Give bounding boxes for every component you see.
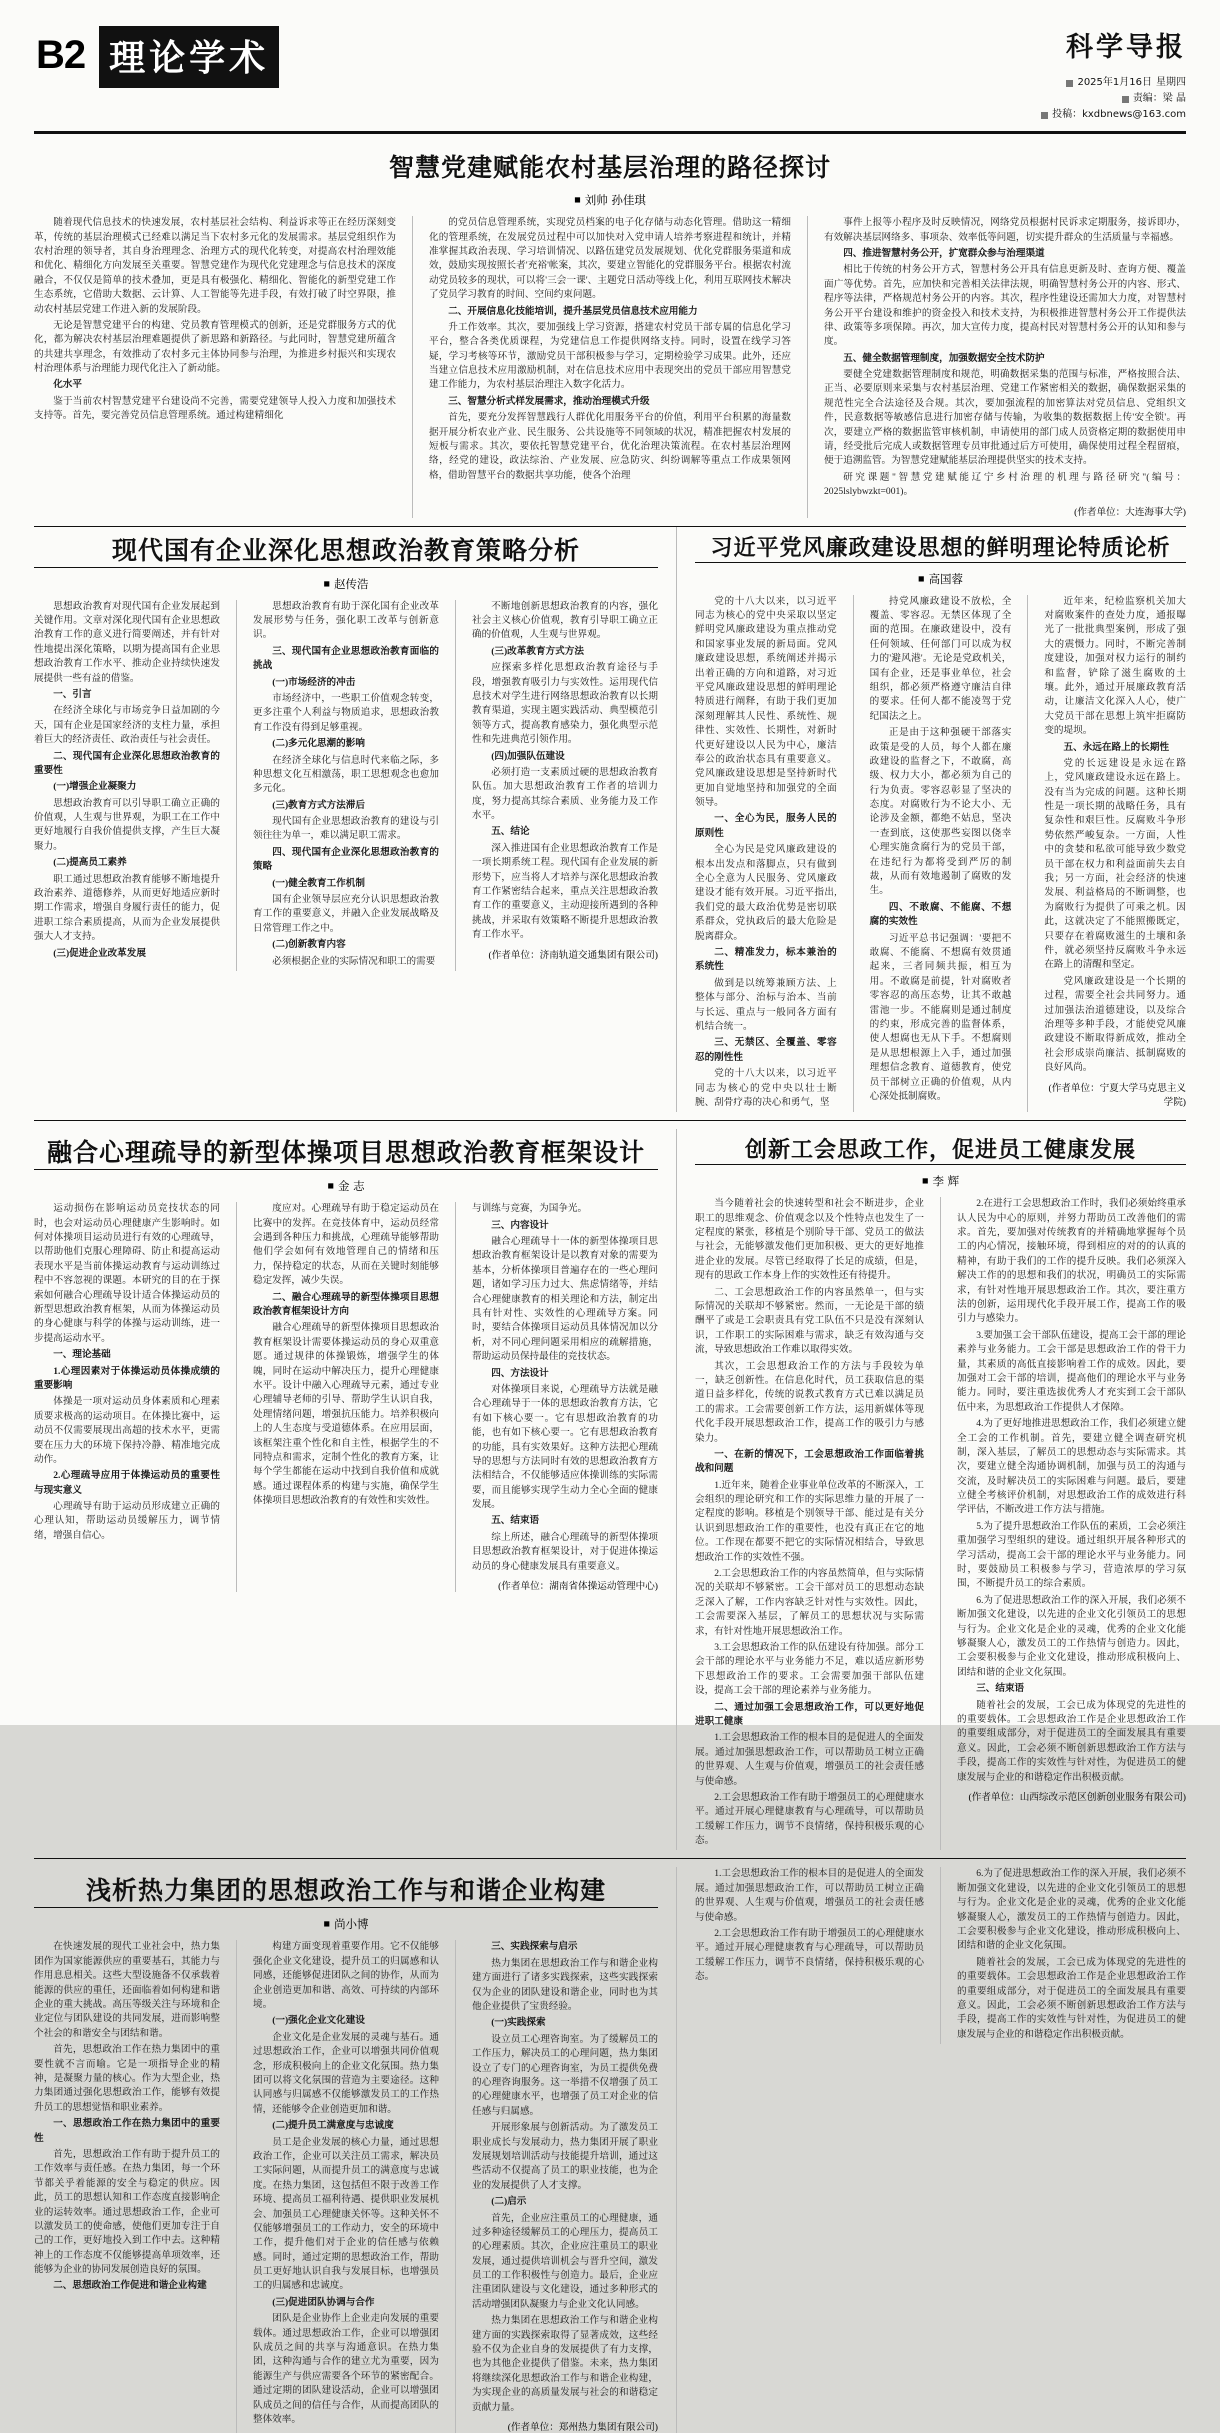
article1-byline: [34, 192, 1186, 208]
paragraph: 2.在进行工会思想政治工作时，我们必须始终重承认人民为中心的原则，并努力帮助员工改善他们的需求。首先，要加强对传统教育的并精确地掌握每个员工的内心情况，接触环境，得到相应的对的的认真的精神，有助于我们的工作的提升反映。我们必须深入解决工作的的思想和我们的状况，明确员工的实际需求，有针对性地开展思想政治工作。其次，要注重方法的创新，运用现代化手段开展工作，提高工作的吸引力与感染力。: [957, 1198, 1186, 1325]
article1-author: 刘帅 孙佳琪: [584, 193, 646, 208]
paragraph: 深入推进国有企业思想政治教育工作是一项长期系统工程。现代国有企业发展的新形势下，应当将人才培养与深化思想政治教育工作紧密结合起来，重点关注思想政治教育工作的重要意义，主动迎接所遇到的各种挑战，并采取有效策略不断提升思想政治教育工作水平。: [472, 842, 658, 941]
article2-byline: [34, 576, 658, 592]
subheading: 一、思想政治工作在热力集团中的重要性: [34, 2118, 220, 2144]
subheading: 四、方法设计: [491, 1367, 549, 1379]
article2-columns: [34, 600, 658, 971]
article4-signature: (作者单位：湖南省体操运动管理中心): [498, 1581, 658, 1593]
paragraph: 二、工会思想政治工作的内容虽然单一，但与实际情况的关联却不够紧密。然而，一无论是干部的绩酬平了或是工会职责具有党工队伍不只是没有深刻认识，工作职工的实际困难与需求，缺乏有效沟通与交流，导致思想政治工作难以取得实效。: [695, 1286, 924, 1356]
paper-name: 科学导报: [1066, 32, 1186, 63]
paragraph: 热力集团在思想政治工作与和谐企业构建方面进行了诸多实践探索，这些实践探索仅为企业的团队建设和谐企业，同时也为其他企业提供了宝贵经验。: [472, 1957, 658, 2013]
article4-byline: [34, 1178, 658, 1194]
paragraph: 6.为了促进思想政治工作的深入开展，我们必须不断加强文化建设，以先进的企业文化引领员工的思想与行为。企业文化是企业的灵魂，优秀的企业文化能够凝聚人心，激发员工的工作热情与创造力。因此，工会要积极参与企业文化建设，推动形成积极向上、团结和谐的企业文化氛围。: [957, 1594, 1186, 1678]
article-thermal-group: [34, 1867, 658, 2433]
article3-signature: (作者单位：宁夏大学马克思主义学院): [1048, 1082, 1187, 1108]
diamond-icon: ◼: [921, 1176, 929, 1186]
paragraph: 构建方面变现着重要作用。它不仅能够强化企业文化建设，提升员工的归属感和认同感，还能够促进团队之间的协作，从而为企业创造更加和谐、高效、可持续的内部环境。: [253, 1941, 439, 2011]
article5-signature: (作者单位：郑州热力集团有限公司): [507, 2421, 658, 2433]
paragraph: 开展形象展与创新活动。为了激发员工职业成长与发展动力，热力集团开展了职业发展规划培训活动与技能提升培训，通过这些活动不仅提高了员工的职业技能，也为企业的发展提供了人才支撑。: [472, 2122, 658, 2191]
article3-headline: 习近平党风廉政建设思想的鲜明理论特质论析: [695, 531, 1186, 563]
paragraph: 职工通过思想政治教育能够不断地提升政治素养、道德修养，从而更好地适应新时期工作需求，增强自身履行责任的能力，促进职工综合素质提高，从而为企业发展提供强大人才支持。: [34, 873, 220, 943]
paragraph: 鉴于当前农村智慧党建平台建设尚不完善，需要党建领导人投入力度和加强技术支持等。首先，要完善党员信息管理系统。通过构建精细化: [34, 395, 396, 422]
masthead-date-row: [1041, 75, 1186, 91]
paragraph: 思想政治教育有助于深化国有企业改革发展形势与任务，强化职工改革与创新意识。: [253, 600, 439, 641]
subheading: (三)促进团队协调与合作: [272, 2296, 375, 2308]
paragraph: 融合心理疏导十一体的新型体操项目思想政治教育框架设计是以教育对象的需要为基本，分析体操项目普遍存在的一些心理问题，诸如学习压力过大、焦虑情绪等，并结合心理健康教育的相关理论和方法，制定出具有针对性、实效性的心理疏导方案。同时，要结合体操项目运动员具体情况加以分析，对不同心理问题采用相应的疏解措施，帮助运动员保持最佳的竞技状态。: [472, 1236, 658, 1363]
paragraph: 相比于传统的村务公开方式，智慧村务公开具有信息更新及时、查询方便、覆盖面广等优势。首先，应加快和完善相关法律法规，明确智慧村务公开的内容、形式、程序等法律，严格规范村务公开的内容。其次，程序性建设还需加大力度，对智慧村务公开平台建设和维护的资金投入和技术支持，为积极推进智慧村务公开工作提供法律、政策等多项保障。再次，加大宣传力度，提高村民对智慧村务公开的认知和参与度。: [824, 264, 1186, 348]
subheading: 化水平: [53, 379, 82, 391]
paragraph: 员工是企业发展的核心力量，通过思想政治工作，企业可以关注员工需求，解决员工实际问题，从而提升员工的满意度与忠诚度。在热力集团，这包括但不限于改善工作环境、提高员工福利待遇、提供职业发展机会、加强员工心理健康关怀等。这种关怀不仅能够增强员工的工作动力，安全的环境中工作，提升他们对于企业的信任感与依赖感。同时，通过定期的思想政治工作，帮助员工更好地认识自我与发展目标，也增强员工的归属感和忠诚度。: [253, 2136, 439, 2292]
publish-weekday: 星期四: [1156, 77, 1186, 89]
article1-col1: [34, 216, 396, 517]
article4-col3: [455, 1202, 658, 1592]
subheading: (三)促进企业改革发展: [53, 947, 146, 959]
paragraph: 度应对。心理疏导有助于稳定运动员在比赛中的发挥。在竞技体育中，运动员经常会遇到各种压力和挑战，心理疏导能够帮助他们学会如何有效地管理自己的情绪和压力，保持稳定的状态，从而在关键时刻能够稳定发挥，减少失误。: [253, 1203, 439, 1287]
paragraph: 综上所述，融合心理疏导的新型体操项目思想政治教育框架设计，对于促进体操运动员的身心健康发展具有重要意义。: [472, 1531, 658, 1572]
paragraph: 2.工会思想政治工作的内容虽然简单，但与实际情况的关联却不够紧密。工会干部对员工的思想动态缺乏深入了解，工作内容缺乏针对性与实效性。因此，工会需要深入基层，了解员工的思想状况与实际需求，有针对性地开展思想政治工作。: [695, 1568, 924, 1637]
article1-columns: [34, 216, 1186, 517]
subheading: (一)健全教育工作机制: [272, 877, 365, 889]
subheading: 二、融合心理疏导的新型体操项目思想政治教育框架设计方向: [253, 1291, 439, 1318]
paragraph: 设立员工心理咨询室。为了缓解员工的工作压力，解决员工的心理问题，热力集团设立了专门的心理咨询室，为员工提供免费的心理咨询服务。这一举措不仅增强了员工的心理健康水平，也增强了员工对企业的信任感与归属感。: [472, 2033, 658, 2117]
diamond-icon: ◼: [323, 1919, 331, 1929]
paragraph: 党风廉政建设是一个长期的过程，需要全社会共同努力。通过加强法治道德建设，以及综合治理等多种手段，才能使党风廉政建设不断取得新成效，推动全社会形成崇尚廉洁、抵制腐败的良好风尚。: [1044, 975, 1187, 1074]
paragraph: 首先，思想政治工作在热力集团中的重要性就不言而喻。它是一项指导企业的精神，是凝聚力量的核心。作为大型企业，热力集团通过强化思想政治工作，能够有效提升员工的思想觉悟和职业素养。: [34, 2044, 220, 2113]
row-article2-article3: [34, 527, 1186, 1113]
subheading: 1.心理因素对于体操运动员体操成绩的重要影响: [34, 1365, 220, 1391]
paragraph: 升工作效率。其次，要加强线上学习资源，搭建农村党员干部专属的信息化学习平台，整合各类优质课程，为党建信息工作提供网络支持。同时，设置在线学习答疑，学习考核等环节，激励党员干部积极参与学习，定期检验学习成果。此外，还应当建立信息技术应用激励机制，对在信息技术应用中表现突出的党员干部应用智慧党建工作能力，为农村基层治理注入数字化活力。: [429, 321, 791, 391]
article4-headline: 融合心理疏导的新型体操项目思想政治教育框架设计: [34, 1133, 658, 1170]
paragraph: 市场经济中，一些职工价值观念转变，更多注重个人利益与物质追求，思想政治教育工作没有得到足够重视。: [253, 692, 439, 733]
paragraph: 必须打造一支素质过硬的思想政治教育队伍。加大思想政治教育工作者的培训力度，努力提高其综合素质、业务能力及工作水平。: [472, 766, 658, 822]
paragraph: 正是由于这种强硬干部落实政策是受的人员，每个人都在廉政建设的监督之下，不敢腐，高级、权力大小，都必须为自己的行为负责。零容忍彰显了坚决的态度。对腐败行为不论大小、无论涉及金额，都绝不姑息，坚决一查到底，这使那些妄图以侥幸心理实施贪腐行为的党员干部，在违纪行为都将受到严厉的制裁，从而有效地遏制了腐败的发生。: [869, 727, 1012, 897]
paragraph: 做到是以统筹兼顾方法、上整体与部分、治标与治本、当前与长远、重点与一般同各方面有机结合统一。: [695, 977, 837, 1032]
article3-col2: [853, 595, 1012, 1113]
diamond-icon: ◼: [323, 578, 331, 588]
article-smart-party-building: [34, 134, 1186, 526]
paragraph: 2.工会思想政治工作有助于增强员工的心理健康水平。通过开展心理健康教育与心理疏导，可以帮助员工缓解工作压力，调节不良情绪，保持积极乐观的心态。: [695, 1928, 924, 1983]
paragraph: 在经济全球化与市场竞争日益加剧的今天，国有企业是国家经济的支柱力量，承担着巨大的经济责任、政治责任与社会责任。: [34, 705, 220, 746]
paragraph: 事件上报等小程序及时反映情况，网络党员根据村民诉求定期服务，接诉即办，有效解决基层网络多、事项杂、效率低等问题，切实提升群众的生活质量与幸福感。: [824, 217, 1186, 243]
article2-signature: (作者单位：济南轨道交通集团有限公司): [488, 949, 658, 961]
article4-col2: [236, 1202, 439, 1592]
subheading: 五、健全数据管理制度，加强数据安全技术防护: [843, 352, 1045, 364]
subheading: (二)提升员工满意度与忠诚度: [272, 2120, 394, 2132]
funding-note: 研究课题"智慧党建赋能辽宁乡村治理的机理与路径研究"(编号：2025lslybwzkt=001)。: [824, 471, 1186, 498]
diamond-icon: ◼: [327, 1181, 334, 1191]
article2-col3: [455, 600, 658, 971]
article1-col2: [412, 216, 791, 517]
article5-col2: [236, 1940, 439, 2433]
subheading: 二、通过加强工会思想政治工作，可以更好地促进职工健康: [695, 1701, 924, 1727]
paragraph: 6.为了促进思想政治工作的深入开展，我们必须不断加强文化建设，以先进的企业文化引领员工的思想与行为。企业文化是企业的灵魂，优秀的企业文化能够凝聚人心，激发员工的工作热情与创造力。因此，工会要积极参与企业文化建设，推动形成积极向上、团结和谐的企业文化氛围。: [957, 1868, 1186, 1952]
masthead: [34, 26, 1186, 134]
paragraph: 运动损伤在影响运动员竞技状态的同时，也会对运动员心理健康产生影响时。如何对体操项目运动员进行有效的心理疏导，以帮助他们克服心理障碍、防止和提高运动表现水平是当前体操运动教育与运动训练过程中不容忽视的课题。本研究的目的在于探索如何融合心理疏导设计适合体操运动员的新型思想政治教育框架，从而为体操运动员的身心健康与科学的体操与运动训练，进一步提高运动水平。: [34, 1203, 220, 1344]
paragraph: 体操是一项对运动员身体素质和心理素质要求极高的运动项目。在体操比赛中，运动员不仅需要展现出高超的技术水平，更需要在压力大的环境下保持冷静、精准地完成动作。: [34, 1396, 220, 1465]
paragraph: 习近平总书记强调：'要把不敢腐、不能腐、不想腐有效贯通起来，三者同频共振，相互为用。不敢腐是前提，针对腐败者零容忍的高压态势，让其不敢越雷池一步。不能腐则是通过制度的约束，形成完善的监督体系，使人想腐也无从下手。不想腐则是从思想根源上入手，通过加强理想信念教育、道德教育，使党员干部树立正确的价值观，从内心深处抵制腐败。: [869, 932, 1012, 1102]
paragraph: 热力集团在思想政治工作与和谐企业构建方面的实践探索取得了显著成效，这些经验不仅为企业自身的发展提供了有力支撑，也为其他企业提供了借鉴。未来，热力集团将继续深化思想政治工作与和谐企业构建，为实现企业的高质量发展与社会的和谐稳定贡献力量。: [472, 2315, 658, 2413]
publish-date: 2025年1月16日: [1077, 77, 1152, 89]
subheading: (一)强化企业文化建设: [272, 2015, 365, 2027]
paragraph: 持党风廉政建设不放松，全覆盖、零容忍。无禁区体现了全面的范围。在廉政建设中，没有任何领域、任何部门可以成为权力的'避风港'。无论是党政机关，国有企业，还是事业单位，社会组织，都必须严格遵守廉洁自律的要求。任何人都不能凌驾于党纪国法之上。: [869, 595, 1012, 722]
masthead-right: [1041, 26, 1186, 123]
article-soe-ideology: [34, 527, 658, 1113]
paragraph: 首先，企业应注重员工的心理健康，通过多种途径缓解员工的心理压力，提高员工的心理素质。其次，企业应注重员工的职业发展，通过提供培训机会与晋升空间，激发员工的工作积极性与创造力。最后，企业应注重团队建设与文化建设，通过多种形式的活动增强团队凝聚力与企业文化认同感。: [472, 2212, 658, 2310]
paragraph: 5.为了提升思想政治工作队伍的素质，工会必须注重加强学习型组织的建设。通过组织开展各种形式的学习活动，提高工会干部的理论水平与业务能力。同时，要鼓励员工积极参与学习，营造浓厚的学习氛围，不断提升员工的综合素质。: [957, 1520, 1186, 1590]
page-number: B2: [36, 33, 86, 77]
square-bullet-icon: [1122, 96, 1129, 103]
paragraph: 党的长远建设是永远在路上，党风廉政建设永远在路上。没有当为完成的问题。这种长期性是一项长期的战略任务，具有复杂性和艰巨性。反腐败斗争形势依然严峻复杂。一方面，人性中的贪婪和私欲可能导致少数党员干部在权力和利益面前失去自我；另一方面，社会经济的快速发展、利益格局的不断调整，也为腐败行为提供了可乘之机。因此，这就决定了不能照搬既定，只要存在着腐败滋生的土壤和条件，就必须坚持反腐败斗争永远在路上的清醒和坚定。: [1044, 757, 1187, 971]
article6-columns: [695, 1197, 1186, 1850]
subheading: 三、智慧分析式样发展需求，推动治理模式升级: [448, 395, 650, 407]
subheading: 二、思想政治工作促进和谐企业构建: [53, 2280, 207, 2292]
paragraph: 1.近年来，随着企业事业单位改革的不断深入，工会组织的理论研究和工作的实际思维力量的开展了一定程度的影响。移植是个别领导干部、能过是有关分认识到思想政治工作的重要性，也没有真正在它的地位。工作现在都要不把它的实际情况相结合，导致思想政治工作的实效性不强。: [695, 1479, 924, 1563]
subheading: (三)改革教育方式方法: [491, 645, 584, 657]
subheading: (三)教育方式方法滞后: [272, 799, 365, 811]
subheading: 三、结束语: [976, 1683, 1025, 1695]
article5-byline: [34, 1916, 658, 1932]
article1-headline: 智慧党建赋能农村基层治理的路径探讨: [388, 153, 831, 183]
article5-col3: [455, 1940, 658, 2433]
square-bullet-icon: [1041, 112, 1048, 119]
paragraph: 党的十八大以来，以习近平同志为核心的党中央采取以坚定鲜明党风廉政建设为重点推动党和国家事业发展的新局面。党风廉政建设思想，系统阐述并揭示出着正确的方向和道路，对习近平党风廉政建设思想的鲜明理论特质进行阐释，有助于我们更加深刻理解其人民性、系统性、规律性、实效性、长期性，对新时代更好建设以人民为中心，廉洁奉公的政治状态具有重要意义。党风廉政建设思想是坚持新时代更加自觉地坚持和加强党的全面领导。: [695, 595, 837, 809]
subheading: 三、无禁区、全覆盖、零容忍的刚性性: [695, 1037, 837, 1063]
article1-signature: (作者单位：大连海事大学): [1074, 506, 1186, 518]
subheading: (一)实践探索: [491, 2017, 546, 2029]
row-article5: [34, 1867, 1186, 2433]
square-bullet-icon: [1066, 80, 1073, 87]
paragraph: 现代国有企业思想政治教育的建设与引领往往为单一，难以满足职工需求。: [253, 816, 439, 842]
article2-headline: 现代国有企业深化思想政治教育策略分析: [34, 531, 658, 568]
article6-author: 李 辉: [932, 1174, 960, 1189]
paragraph: 其次，工会思想政治工作的方法与手段较为单一，缺乏创新性。在信息化时代，员工获取信息的渠道日益多样化，传统的说教式教育方式已难以满足员工的需求。工会需要创新工作方法，运用新媒体等现代化手段开展思想政治工作，提高工作的吸引力与感染力。: [695, 1360, 924, 1444]
article3-col3: [1027, 595, 1186, 1113]
paragraph: 全心为民是党风廉政建设的根本出发点和落脚点，只有做到全心全意为人民服务、党风廉政建设才能有效开展。习近平指出,我们党的最大政治优势是密切联系群众，党执政后的最大危险是脱离群众。: [695, 844, 837, 942]
article4-columns: [34, 1202, 658, 1592]
article5-col1: [34, 1940, 220, 2433]
paragraph: 必须根据企业的实际情况和职工的需要: [272, 955, 436, 967]
article6-byline: [695, 1173, 1186, 1189]
subheading: 五、结论: [491, 826, 530, 838]
paragraph: 在经济全球化与信息时代来临之际，多种思想文化互相激荡，职工思想观念也愈加多元化。: [253, 754, 439, 795]
article4-author: 金 志: [337, 1179, 365, 1194]
article4-col1: [34, 1202, 220, 1592]
subheading: 四、推进智慧村务公开，扩宽群众参与治理渠道: [843, 247, 1045, 259]
subheading: (二)启示: [491, 2196, 527, 2208]
paragraph: 企业文化是企业发展的灵魂与基石。通过思想政治工作，企业可以增强共同价值观念，形成积极向上的企业文化氛围。热力集团可以将文化氛围的营造为主要途径。这种认同感与归属感不仅能够激发员工的工作热情，还能够令企业创造更加和谐。: [253, 2031, 439, 2115]
article5-headline: 浅析热力集团的思想政治工作与和谐企业构建: [34, 1871, 658, 1908]
section-divider: [34, 1120, 1186, 1121]
subheading: 三、现代国有企业思想政治教育面临的挑战: [253, 645, 439, 672]
subheading: 一、在新的情况下，工会思想政治工作面临着挑战和问题: [695, 1448, 924, 1475]
paragraph: 不断地创新思想政治教育的内容，强化社会主义核心价值观，教育引导职工确立正确的价值观，人生观与世界观。: [472, 600, 658, 641]
masthead-left: [34, 26, 279, 88]
section-divider: [34, 1858, 1186, 1859]
paragraph: 随着社会的发展，工会已成为体现党的先进性的的重要载体。工会思想政治工作是企业思想政治工作的重要组成部分，对于促进员工的全面发展具有重要意义。因此，工会必须不断创新思想政治工作方法与手段，提高工作的实效性与针对性，为促进员工的健康发展与企业的和谐稳定作出积极贡献。: [957, 1956, 1186, 2040]
subheading: (一)增强企业凝聚力: [53, 781, 137, 793]
paragraph: 1.工会思想政治工作的根本目的是促进人的全面发展。通过加强思想政治工作，可以帮助员工树立正确的世界观、人生观与价值观，增强员工的社会责任感与使命感。: [695, 1732, 924, 1787]
paragraph: 心理疏导有助于运动员形成建立正确的心理认知，帮助运动员缓解压力，调节情绪，增强自信心。: [34, 1501, 220, 1541]
paragraph: 3.工会思想政治工作的队伍建设有待加强。部分工会干部的理论水平与业务能力不足，难以适应新形势下思想政治工作的要求。工会需要加强干部队伍建设，提高工会干部的理论素养与业务能力。: [695, 1642, 924, 1697]
section-title: 理论学术: [99, 26, 279, 88]
subheading: 三、内容设计: [491, 1219, 549, 1231]
article-union-ideology: [676, 1129, 1186, 1850]
subheading: (二)提高员工素养: [53, 857, 127, 869]
article3-author: 高国蓉: [928, 571, 964, 586]
article-xi-party-discipline: [676, 527, 1186, 1113]
article3-byline: [695, 571, 1186, 587]
subheading: 五、永远在路上的长期性: [1063, 741, 1170, 753]
paragraph: 无论是智慧党建平台的构建、党员教育管理模式的创新，还是党群服务方式的优化，都为解决农村基层治理难题提供了新思路和新路径。与此同时，智慧党建所蕴含的共建共享理念，有效推动了农村多元主体协同参与治理，为推进乡村振兴和实现农村治理体系与治理能力现代化注入了新动能。: [34, 319, 396, 375]
submission-email: 投稿：kxdbnews@163.com: [1052, 109, 1186, 121]
paragraph: 随着社会的发展，工会已成为体现党的先进性的的重要载体。工会思想政治工作是企业思想政治工作的重要组成部分，对于促进员工的全面发展具有重要意义。因此，工会必须不断创新思想政治工作方法与手段，提高工作的实效性与针对性，为促进员工的健康发展与企业的和谐稳定作出积极贡献。: [957, 1699, 1186, 1783]
paragraph: 3.要加强工会干部队伍建设，提高工会干部的理论素养与业务能力。工会干部是思想政治工作的骨干力量，其素质的高低直接影响着工作的成效。因此，要加强对工会干部的培训，提高他们的理论水平与业务能力。同时，要注重选拔优秀人才充实到工会干部队伍中来，为思想政治工作提供人才保障。: [957, 1329, 1186, 1413]
masthead-email-row: [1041, 107, 1186, 123]
subheading: 四、现代国有企业深化思想政治教育的策略: [253, 846, 439, 873]
paragraph: 4.为了更好地推进思想政治工作，我们必须建立健全工会的工作机制。首先，要建立健全调查研究机制，深入基层，了解员工的思想动态与实际需求。其次，要建立健全沟通协调机制，加强与员工的沟通与交流，及时解决员工的实际困难与问题。最后，要建立健全考核评价机制，对思想政治工作的成效进行科学评估，不断改进工作方法与措施。: [957, 1418, 1186, 1516]
article5-columns: [34, 1940, 658, 2433]
subheading: 2.心理疏导应用于体操运动员的重要性与现实意义: [34, 1470, 220, 1496]
subheading: 一、全心为民，服务人民的原则性: [695, 813, 837, 839]
article2-author: 赵传浩: [334, 576, 369, 591]
paragraph: 当今随着社会的快速转型和社会不断进步，企业职工的思维观念、价值观念以及个性特点也发生了一定程度的紧张，移植是个别阶导干部、党员工的做法与社会，无能够激发他们更加积极、更大的更好地推进企业的发展。尽管已经取得了长足的成绩，但是，现有的思政工作本身上作的实效性还有待提升。: [695, 1198, 924, 1282]
paragraph: 要健全党建数据管理制度和规范，明确数据采集的范围与标准，严格按照合法、正当、必要原则来采集与农村基层治理、党建工作紧密相关的数据，确保数据采集的规范性完全合法途径及合规。其次，要加强流程的加密算法对党员信息、党组织文件，民意数据等敏感信息进行加密存储与传输，为收集的数据数据上传'安全锁'。再次，要建立严格的数据监管审核机制，申请使用的部门成人员资格定期的数据使用申请，经受批后完成人或数据管理专员审批通过后方可使用，确保使用过程全程留痕，便于追溯监管。为智慧党建赋能基层治理提供坚实的技术支持。: [824, 369, 1186, 467]
paragraph: 对体操项目来说，心理疏导方法就是融合心理疏导于一体的思想政治教育方法，它有如下核心要一。它有思想政治教育的功能，也有如下核心要一。它有思想政治教育的功能，具有实效果好。这种方法把心理疏导的思想与方法同时有效的思想政治教育方法相结合，不仅能够适应体操训练的实际需要，而且能够实现学生动力全心全面的健康发展。: [472, 1383, 658, 1511]
article6-cont-col2: [940, 1867, 1186, 2044]
paragraph: 国有企业领导层应充分认识思想政治教育工作的重要意义，并融入企业发展战略及日常管理工作之中。: [253, 894, 439, 934]
subheading: 二、现代国有企业深化思想政治教育的重要性: [34, 750, 220, 776]
article6-cont-columns: [695, 1867, 1186, 2044]
subheading: (一)市场经济的冲击: [272, 676, 356, 688]
paragraph: 首先，要充分发挥智慧践行人群优化用服务平台的价值，利用平台积累的海量数据开展分析农业产业、民生服务、公共设施等不同领域的状况，精准把握农村发展的短板与需求。其次，要依托智慧党建平台，优化治理决策流程。在农村基层治理网络，经党的建设，政法综治、产业发展、应急防灾、纠纷调解等重点工作成果领网格，借助智慧平台的数据共享功能，使各个治理: [429, 412, 791, 481]
paragraph: 应探索多样化思想政治教育途径与手段，增强教育吸引力与实效性。运用现代信息技术对学生进行网络思想政治教育以长期教育渠道，实现主题实践活动、典型模范引领等方式，提高教育感染力，强化典型示范性和先进典范引领作用。: [472, 662, 658, 746]
row-article4: [34, 1129, 1186, 1850]
paragraph: 融合心理疏导的新型体操项目思想政治教育框架设计需要体操运动员的身心双重意愿。通过规律的体操锻炼，增强学生的体魄，同时在运动中解决压力，提升心理健康水平。设计中融入心理疏导元素，通过专业心理辅导老师的引导、帮助学生认识自我，处理情绪问题，增强抗压能力。培养积极向上的人生态度与受道德体系。在应用层面，该框架注重个性化和自主性，根据学生的不同特点和需求，定制个性化的教育方案，让每个学生都能在运动中找到自我价值和成就感。通过课程体系的构建与实施，确保学生体操项目思想政治教育的有效性和实效性。: [253, 1322, 439, 1507]
article6-signature: (作者单位：山西综改示范区创新创业服务有限公司): [968, 1791, 1186, 1803]
article-gymnastics-psychology: [34, 1129, 658, 1850]
paragraph: 1.工会思想政治工作的根本目的是促进人的全面发展。通过加强思想政治工作，可以帮助员工树立正确的世界观、人生观与价值观，增强员工的社会责任感与使命感。: [695, 1868, 924, 1923]
diamond-icon: ◼: [917, 573, 925, 583]
paragraph: 首先，思想政治工作有助于提升员工的工作效率与责任感。在热力集团，每一个环节都关乎着能源的安全与稳定的供应。因此，员工的思想认知和工作态度直接影响企业的运转效率。通过思想政治工作，企业可以激发员工的使命感，使他们更加专注于自己的工作，更好地投入到工作中去。这种精神上的工作态度不仅能够提高单项效率，还能够为企业的协同发展创造良好的氛围。: [34, 2148, 220, 2276]
subheading: 三、实践探索与启示: [491, 1941, 578, 1953]
paragraph: 近年来，纪检监察机关加大对腐败案件的查处力度，通报曝光了一批批典型案例，形成了强大的震慑力。同时，不断完善制度建设，加强对权力运行的制约和监督，铲除了滋生腐败的土壤。此外，通过开展廉政教育活动，让廉洁文化深入人心，使广大党员干部在思想上筑牢拒腐防变的堤坝。: [1044, 595, 1187, 737]
paragraph: 的党员信息管理系统，实现党员档案的电子化存储与动态化管理。借助这一精细化的管理系统，在发展党员过程中可以加快对入党申请人培养考察进程和统计，并精准掌握其政治表现、学习培训情况、以路伍建党员发展规划、优化党群服务渠道和成效，鼓励实现按照长者'充裕'帐案，其次，要建立智能化的党群服务平台。根据农村流动党员较多的现状，可以将'三会一课'、主题党日活动等线上化，利用互联网技术解决了党员学习教育的时间、空间约束问题。: [429, 217, 791, 301]
subheading: 二、精准发力，标本兼治的系统性: [695, 946, 837, 973]
paragraph: 思想政治教育对现代国有企业发展起到关键作用。文章对深化现代国有企业思想政治教育工作的意义进行简要阐述，并有针对性地提出深化策略，以期为提高国有企业思想政治教育工作水平、推动企业持续快速发展提供一些有益的借鉴。: [34, 600, 220, 684]
subheading: 二、开展信息化技能培训，提升基层党员信息技术应用能力: [448, 305, 698, 317]
paragraph: 与训练与竞赛，为国争光。: [472, 1203, 588, 1215]
diamond-icon: ◼: [574, 195, 581, 205]
article6-cont-col1: [695, 1867, 924, 2044]
article3-col1: [695, 595, 837, 1113]
article6-col2: [940, 1197, 1186, 1850]
article5-author: 尚小博: [334, 1917, 369, 1932]
paragraph: 思想政治教育可以引导职工确立正确的价值观，人生观与世界观，为职工在工作中更好地履行自我价值提供支撑，产生巨大凝聚力。: [34, 797, 220, 852]
article1-col3: [807, 216, 1186, 517]
paragraph: 随着现代信息技术的快速发展，农村基层社会结构、利益诉求等正在经历深刻变革，传统的基层治理模式已经难以满足当下农村多元化的发展需求。基层党组织作为农村治理的领导者，其自身治理理念、治理方式的现代化转变，对提高农村治理效能和优化、精细化方向发展至关重要。智慧党建作为现代化党建理念与信息技术的深度融合，不仅仅是简单的技术叠加，更是具有极强化、精细化、智能化的新型党建工作生态系统，它借助大数据、云计算、人工智能等先进手段，有效打破了时空界限，推动农村基层党建工作进入新的发展阶段。: [34, 217, 396, 315]
subheading: 一、理论基础: [53, 1349, 111, 1361]
paragraph: 2.工会思想政治工作有助于增强员工的心理健康水平。通过开展心理健康教育与心理疏导，可以帮助员工缓解工作压力，调节不良情绪，保持积极乐观的心态。: [695, 1791, 924, 1847]
subheading: (二)创新教育内容: [272, 939, 346, 951]
article2-col1: [34, 600, 220, 971]
subheading: 一、引言: [53, 688, 92, 700]
article3-columns: [695, 595, 1186, 1113]
subheading: 五、结束语: [491, 1515, 540, 1527]
subheading: (四)加强队伍建设: [491, 750, 565, 762]
paragraph: 党的十八大以来，以习近平同志为核心的党中央以壮士断腕、刮骨疗毒的决心和勇气，坚: [695, 1068, 837, 1108]
article6-col1: [695, 1197, 924, 1850]
paragraph: 在快速发展的现代工业社会中，热力集团作为国家能源供应的重要基石，其能力与作用息息相关。这些大型设施备不仅承载着能源的供应的重任，还面临着如何构建和谐企业的重大挑战。高压等级关注与环境和企业定位与团队建设的共同发展，进而影响整个社会的和谐安全与团结和谐。: [34, 1941, 220, 2039]
editor-name: 责编：梁 晶: [1132, 93, 1186, 105]
article2-col2: [236, 600, 439, 971]
subheading: 四、不敢腐、不能腐、不想腐的实效性: [869, 901, 1012, 928]
subheading: (二)多元化思潮的影响: [272, 738, 365, 750]
article6-continued: [676, 1867, 1186, 2433]
paragraph: 团队是企业协作上企业走向发展的重要载体。通过思想政治工作，企业可以增强团队成员之间的共享与沟通意识。在热力集团，这种沟通与合作的建立尤为重要，因为能源生产与供应需要各个环节的紧密配合。通过定期的团队建设活动，企业可以增强团队成员之间的信任与合作，从而提高团队的整体效率。: [253, 2313, 439, 2425]
masthead-editor-row: [1041, 91, 1186, 107]
article6-headline: 创新工会思政工作，促进员工健康发展: [695, 1133, 1186, 1165]
